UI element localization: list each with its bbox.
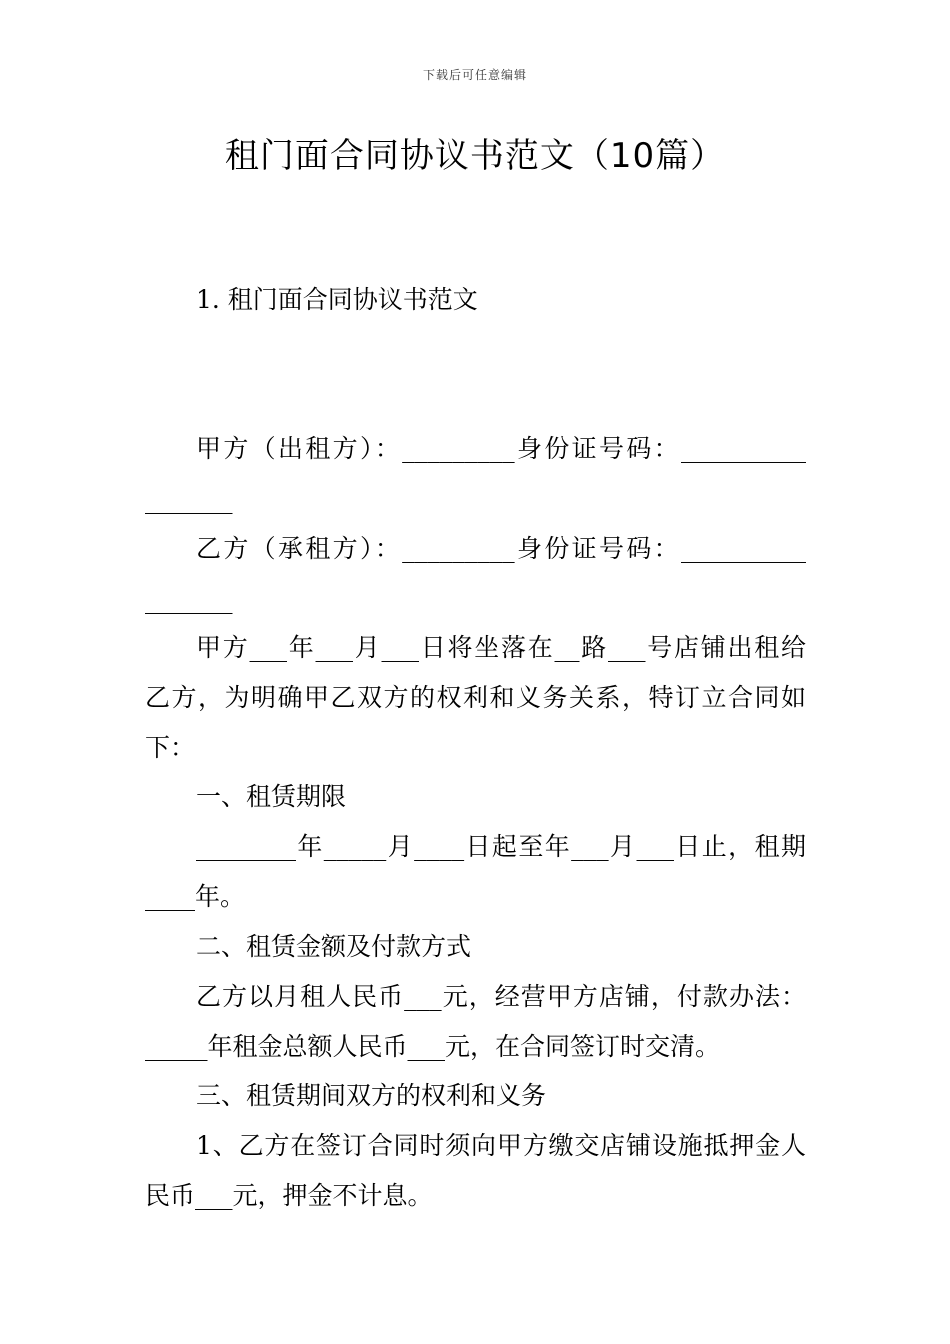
party-b-line-2: _______ — [145, 585, 233, 614]
rights-line-2: 民币___元，押金不计息。 — [145, 1181, 433, 1210]
header-note: 下载后可任意编辑 — [422, 68, 527, 82]
intro-line-1: 甲方___年___月___日将坐落在__路___号店铺出租给 — [196, 633, 806, 662]
payment-line-1: 乙方以月租人民币___元，经营甲方店铺，付款办法： — [196, 982, 806, 1011]
term-line-2: ____年。 — [145, 882, 246, 911]
payment-line-2: _____年租金总额人民币___元，在合同签订时交清。 — [145, 1032, 721, 1061]
rights-line-1: 1、乙方在签订合同时须向甲方缴交店铺设施抵押金人 — [196, 1131, 806, 1160]
section-heading: 1. 租门面合同协议书范文 — [196, 285, 478, 314]
party-b-line-1: 乙方（承租方）：_________身份证号码：__________ — [196, 534, 806, 563]
heading-lease-term: 一、租赁期限 — [196, 782, 347, 811]
intro-line-2: 乙方，为明确甲乙双方的权利和义务关系，特订立合同如 — [145, 683, 806, 712]
heading-rent-payment: 二、租赁金额及付款方式 — [196, 932, 472, 961]
intro-line-3: 下： — [145, 733, 196, 762]
term-line-1: ________年_____月____日起至年___月___日止，租期 — [196, 832, 806, 861]
document-title: 租门面合同协议书范文（10篇） — [224, 136, 726, 176]
party-a-line-2: _______ — [145, 485, 233, 514]
heading-rights-duties: 三、租赁期间双方的权利和义务 — [196, 1081, 547, 1110]
party-a-line-1: 甲方（出租方）：_________身份证号码：__________ — [196, 434, 806, 463]
